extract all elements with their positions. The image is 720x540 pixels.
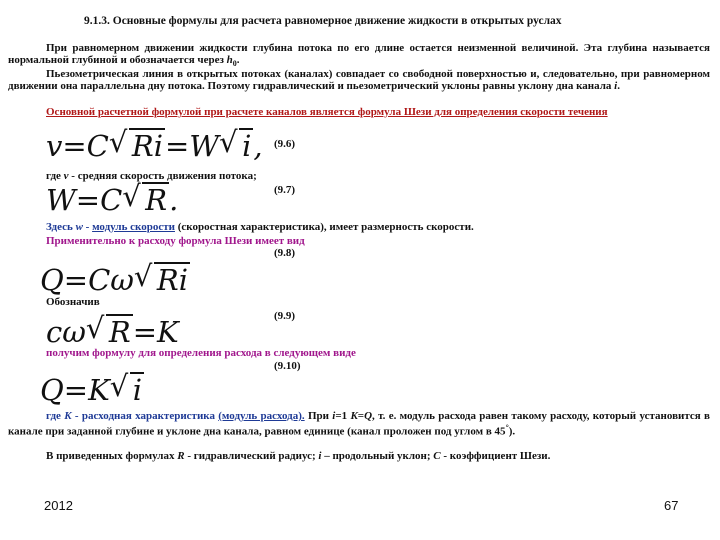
p10-text: В приведенных формулах [46, 450, 178, 462]
p9-text-b: - расходная характеристика [71, 410, 219, 422]
degree-sign: ° [505, 423, 509, 433]
formula-9-6 [46, 125, 263, 163]
paragraph-notation [8, 450, 710, 462]
f1-lhs: v=C [46, 129, 109, 163]
page-number: 67 [664, 498, 679, 513]
paragraph-piezometric [8, 68, 710, 93]
p4-text: где [46, 170, 64, 182]
f2-lhs: W=C [46, 183, 123, 217]
f2-end: . [169, 183, 179, 217]
p10-text-d: - коэффициент Шези. [440, 450, 551, 462]
paragraph-discharge-form: получим формулу для определения расхода в следующем виде [46, 347, 356, 359]
formula-9-7 [46, 179, 179, 217]
formula-9-10 [40, 369, 144, 407]
sqrt-sign: √ R [122, 179, 168, 217]
p5-text: Здесь [46, 221, 76, 233]
paragraph-chezy-intro: Основной расчетной формулой при расчете каналов является формула Шези для определения скорости течения [46, 106, 608, 118]
k-symbol: K [350, 410, 358, 422]
sqrt-sign: √ R [85, 311, 131, 349]
paragraph-k-definition [8, 410, 710, 438]
sqrt-sign: √ Ri [108, 125, 163, 163]
f1-mid: =W [165, 129, 220, 163]
p10-text-b: - гидравлический радиус; [184, 450, 319, 462]
paragraph-w-definition [8, 221, 710, 233]
p9-end: ). [508, 425, 516, 438]
p4-text-b: - средняя скорость движения потока; [68, 170, 257, 182]
p10-text-c: – продольный уклон; [321, 450, 434, 462]
sqrt-sign: √ i [219, 125, 252, 163]
paragraph-v-definition [8, 170, 710, 182]
paragraph-denoting: Обозначив [46, 296, 100, 308]
p9-equals: = [357, 410, 365, 422]
i-symbol: i [332, 410, 336, 422]
f4-lhs: cω [46, 315, 86, 349]
footer-year: 2012 [44, 498, 73, 513]
p9-text-i: , т. е. модуль расхода равен такому расходу, который установится в канале при заданной глубине и уклоне дна канала, равном единице (канал проложен под углом в 45 [8, 410, 710, 438]
p5-dash: - [82, 221, 93, 233]
i-symbol: i [614, 80, 618, 93]
section-heading: 9.1.3. Основные формулы для расчета равномерное движение жидкости в открытых руслах [84, 15, 562, 27]
paragraph-discharge-intro: Применительно к расходу формула Шези имеет вид [46, 235, 305, 247]
paragraph-normal-depth [8, 42, 710, 71]
k-symbol: K [64, 410, 72, 422]
f5-lhs: Q=K [40, 373, 110, 407]
equation-number: (9.9) [274, 310, 296, 322]
p2-text: Пьезометрическая линия в открытых потоках (каналах) совпадает со свободной поверхностью и, следовательно, при равномерном движении она параллельна дну потока. Поэтому гидравлический и пьезометрический уклоны равны уклону дна канала [8, 68, 710, 93]
w-symbol: w [75, 221, 83, 233]
f3-lhs: Q=Cω [40, 263, 134, 297]
equation-number: (9.7) [274, 184, 296, 196]
h-subscript: 0 [232, 59, 237, 69]
discharge-modulus-link[interactable]: (модуль расхода). [218, 410, 305, 422]
p1-text: При равномерном движении жидкости глубина потока по его длине остается неизменной величиной. Эта глубина называется нормальной глубиной и обозначается через [8, 42, 710, 67]
formula-9-9 [46, 311, 179, 349]
c-symbol: C [433, 450, 441, 462]
sqrt-sign: √ Ri [133, 259, 189, 297]
q-symbol: Q [364, 410, 373, 422]
p2-end: . [617, 80, 620, 93]
f1-end: , [253, 129, 263, 163]
f1-radicand: Ri [129, 128, 165, 162]
h-symbol: h [226, 54, 233, 67]
equation-number: (9.10) [274, 360, 301, 372]
v-symbol: v [63, 170, 69, 182]
p9-text-c: При [304, 410, 333, 422]
i-symbol: i [318, 450, 322, 462]
sqrt-sign: √ i [109, 369, 143, 407]
f2-radicand: R [142, 182, 169, 216]
equation-number: (9.8) [274, 247, 296, 259]
formula-9-8 [40, 259, 190, 297]
equation-number: (9.6) [274, 138, 296, 150]
f1-radicand-2: i [239, 128, 253, 162]
velocity-modulus-link[interactable]: модуль скорости [92, 221, 175, 233]
f4-end: =K [132, 315, 179, 349]
p1-end: . [236, 54, 240, 67]
f5-radicand: i [130, 372, 144, 406]
r-symbol: R [177, 450, 185, 462]
p5-text-c: (скоростная характеристика), имеет размерность скорости. [174, 221, 474, 233]
p9-text: где [46, 410, 65, 422]
f4-radicand: R [106, 314, 133, 348]
p9-text-e: =1 [335, 410, 351, 422]
f3-radicand: Ri [154, 262, 190, 296]
